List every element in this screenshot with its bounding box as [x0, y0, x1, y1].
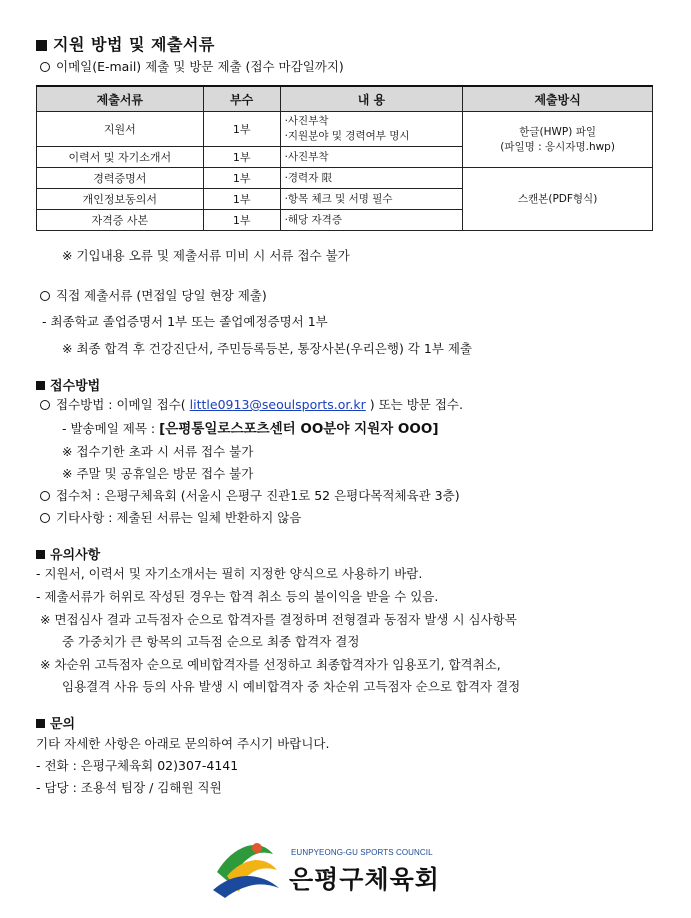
- header-content: 내 용: [280, 86, 463, 112]
- circle-bullet-icon: [40, 400, 50, 410]
- section-title-inquiry: 문의: [36, 713, 75, 732]
- cell-method-hwp: 한글(HWP) 파일 (파일명 : 응시자명.hwp): [463, 112, 653, 168]
- circle-bullet-icon: [40, 291, 50, 301]
- notice-line: ※ 차순위 고득점자 순으로 예비합격자를 선정하고 최종합격자가 임용포기, 합격취소,: [40, 657, 501, 672]
- section-title-notice: 유의사항: [36, 544, 100, 563]
- inquiry-contact: - 담당 : 조용석 팀장 / 김해원 직원: [36, 780, 222, 795]
- table-row: [37, 168, 653, 189]
- etc-line: 기타사항 : 제출된 서류는 일체 반환하지 않음: [40, 509, 301, 526]
- logo-english-text: EUNPYEONG-GU SPORTS COUNCIL: [291, 848, 433, 857]
- cell-qty: 1부: [203, 210, 280, 231]
- notice-line: 중 가중치가 큰 항목의 고득점 순으로 최종 합격자 결정: [62, 634, 360, 649]
- notice-line: ※ 면접심사 결과 고득점자 순으로 합격자를 결정하며 전형결과 동점자 발생 시 심사항목: [40, 612, 517, 627]
- direct-submission-item: - 최종학교 졸업증명서 1부 또는 졸업예정증명서 1부: [42, 314, 328, 329]
- cell-content: ·경력자 限: [280, 168, 463, 189]
- header-quantity: 부수: [203, 86, 280, 112]
- logo-emblem-icon: [207, 832, 285, 902]
- circle-bullet-icon: [40, 513, 50, 523]
- section-title-text: 지원 방법 및 제출서류: [53, 35, 215, 54]
- notice-line: - 지원서, 이력서 및 자기소개서는 필히 지정한 양식으로 사용하기 바람.: [36, 566, 423, 581]
- notice-line: - 제출서류가 허위로 작성된 경우는 합격 취소 등의 불이익을 받을 수 있음.: [36, 589, 439, 604]
- cell-qty: 1부: [203, 189, 280, 210]
- cell-qty: 1부: [203, 147, 280, 168]
- notice-line: 임용결격 사유 등의 사유 발생 시 예비합격자 중 차순위 고득점자 순으로 합격자 결정: [62, 679, 521, 694]
- cell-doc: 경력증명서: [37, 168, 204, 189]
- section-title-application: [36, 32, 215, 55]
- inquiry-intro: 기타 자세한 사항은 아래로 문의하여 주시기 바랍니다.: [36, 736, 330, 751]
- cell-method-pdf: 스캔본(PDF형식): [463, 168, 653, 231]
- email-link[interactable]: little0913@seoulsports.or.kr: [189, 397, 366, 412]
- square-bullet-icon: [36, 550, 45, 559]
- square-bullet-icon: [36, 381, 45, 390]
- cell-doc: 자격증 사본: [37, 210, 204, 231]
- reception-place-line: 접수처 : 은평구체육회 (서울시 은평구 진관1로 52 은평다목적체육관 3층): [40, 487, 460, 504]
- cell-content: ·사진부착 ·지원분야 및 경력여부 명시: [280, 112, 463, 147]
- square-bullet-icon: [36, 40, 47, 51]
- cell-qty: 1부: [203, 168, 280, 189]
- logo-korean-text: 은평구체육회: [289, 865, 440, 894]
- mail-subject-line: - 발송메일 제목 : [은평통일로스포츠센터 OO분야 지원자 OOO]: [62, 421, 439, 437]
- square-bullet-icon: [36, 719, 45, 728]
- reception-note-weekend: ※ 주말 및 공휴일은 방문 접수 불가: [62, 466, 254, 481]
- cell-doc: 개인정보동의서: [37, 189, 204, 210]
- eunpyeong-sports-council-logo: [207, 832, 477, 902]
- table-header-row: [37, 86, 653, 112]
- cell-qty: 1부: [203, 112, 280, 147]
- inquiry-phone: - 전화 : 은평구체육회 02)307-4141: [36, 758, 239, 773]
- table-note: ※ 기입내용 오류 및 제출서류 미비 시 서류 접수 불가: [62, 248, 350, 263]
- direct-submission-note: ※ 최종 합격 후 건강진단서, 주민등록등본, 통장사본(우리은행) 각 1부 제출: [62, 341, 472, 356]
- email-submission-line: 이메일(E-mail) 제출 및 방문 제출 (접수 마감일까지): [40, 58, 344, 75]
- cell-content: ·항목 체크 및 서명 필수: [280, 189, 463, 210]
- documents-table: [36, 85, 653, 231]
- mail-subject-text: [은평통일로스포츠센터 OO분야 지원자 OOO]: [159, 421, 439, 437]
- direct-submission-title: 직접 제출서류 (면접일 당일 현장 제출): [40, 287, 267, 304]
- circle-bullet-icon: [40, 491, 50, 501]
- reception-note-deadline: ※ 접수기한 초과 시 서류 접수 불가: [62, 444, 254, 459]
- cell-content: ·해당 자격증: [280, 210, 463, 231]
- header-documents: 제출서류: [37, 86, 204, 112]
- section-title-reception: 접수방법: [36, 375, 100, 394]
- cell-doc: 지원서: [37, 112, 204, 147]
- cell-doc: 이력서 및 자기소개서: [37, 147, 204, 168]
- reception-method-line: 접수방법 : 이메일 접수( little0913@seoulsports.or.kr ) 또는 방문 접수.: [40, 396, 463, 413]
- table-row: [37, 112, 653, 147]
- circle-bullet-icon: [40, 62, 50, 72]
- header-method: 제출방식: [463, 86, 653, 112]
- cell-content: ·사진부착: [280, 147, 463, 168]
